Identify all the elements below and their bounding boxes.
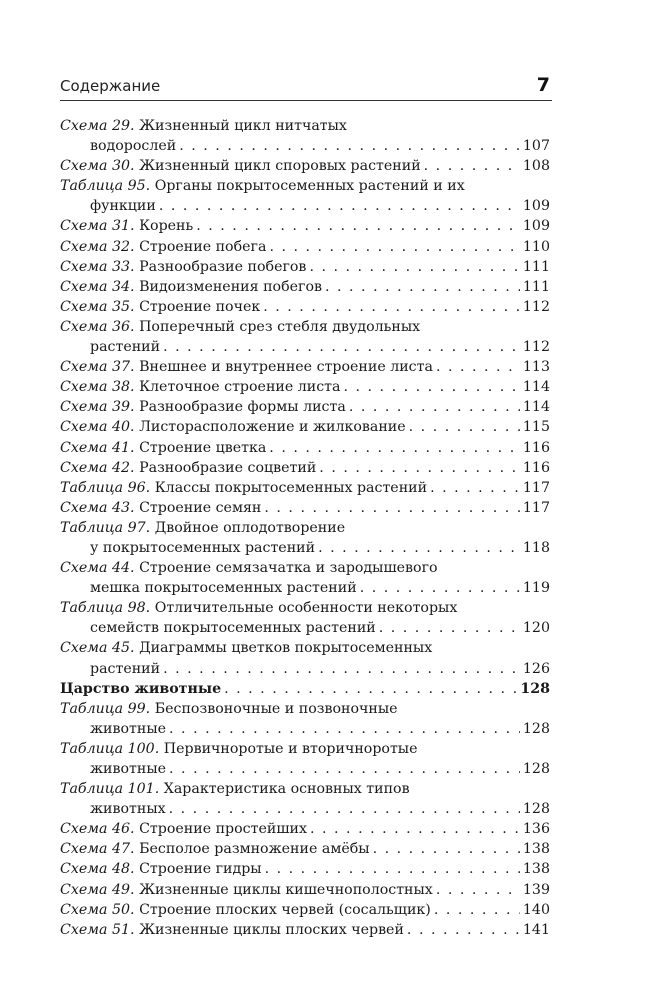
toc-entry [60, 176, 550, 216]
toc-line [60, 297, 550, 317]
dot-leader [163, 337, 520, 357]
dot-leader [407, 920, 520, 940]
dot-leader [169, 799, 520, 819]
toc-entry-title: Разнообразие формы листа [139, 399, 346, 416]
toc-entry-text [60, 118, 347, 134]
toc-line [60, 458, 550, 478]
toc-line [60, 618, 550, 638]
toc-entry-text [60, 560, 438, 576]
toc-entry-title: Корень [139, 218, 194, 235]
toc-line [60, 699, 550, 719]
dot-leader [264, 498, 520, 518]
toc-entry-label: Схема 34. [60, 278, 135, 295]
toc-page-number: 141 [522, 921, 550, 938]
toc-line [60, 578, 550, 598]
toc-page-number: 128 [522, 801, 550, 818]
toc-entry [60, 277, 550, 297]
toc-page-number: 112 [522, 339, 550, 356]
toc-line [60, 659, 550, 679]
toc-entry-title: Отличительные особенности некоторых [154, 600, 458, 617]
toc-page-number: 114 [522, 379, 550, 396]
toc-entry-title: Классы покрытосеменных растений [154, 479, 428, 496]
dot-leader [318, 538, 520, 558]
toc-entry-text [60, 397, 346, 417]
toc-entry [60, 156, 550, 176]
toc-line [60, 759, 550, 779]
toc-entry-title: Царство животные [60, 680, 222, 697]
toc-entry [60, 839, 550, 859]
toc-entry-title: Жизненный цикл споровых растений [139, 158, 421, 175]
toc-entry-title: Диаграммы цветков покрытосеменных [139, 640, 433, 657]
toc-entry-title: животные [90, 761, 167, 777]
running-header [60, 74, 552, 101]
toc-entry-text [60, 417, 406, 437]
toc-entry [60, 679, 550, 699]
toc-entry-label: Таблица 98. [60, 600, 151, 617]
toc-page-number: 138 [522, 861, 550, 878]
toc-entry-title: растений [90, 660, 161, 677]
toc-line [60, 679, 550, 699]
toc-entry-label: Таблица 99. [60, 700, 151, 717]
toc-entry [60, 699, 550, 739]
toc-line [60, 819, 550, 839]
toc-entry-text [60, 741, 418, 757]
toc-page-number: 111 [522, 278, 550, 295]
toc-entry-title: Беспозвоночные и позвоночные [154, 700, 398, 717]
toc-page-number: 139 [522, 881, 550, 898]
toc-entry-text [60, 640, 432, 656]
toc-entry-title: водорослей [90, 138, 177, 155]
toc-entry-text [90, 618, 376, 638]
toc-entry-text [90, 799, 166, 819]
toc-page-number: 115 [522, 419, 550, 436]
toc-line [60, 357, 550, 377]
toc-page-number: 114 [522, 399, 550, 416]
dot-leader [343, 377, 519, 397]
toc-line [60, 377, 550, 397]
page-number: 7 [536, 74, 550, 96]
dot-leader [169, 719, 520, 739]
dot-leader [379, 618, 520, 638]
toc-entry-text [60, 520, 345, 536]
toc-entry-title: семейств покрытосеменных растений [90, 620, 376, 637]
toc-entry-title: Строение простейших [139, 821, 307, 838]
toc-page-number: 108 [522, 158, 550, 175]
toc-entry [60, 859, 550, 879]
toc-entry-title: у покрытосеменных растений [90, 539, 316, 556]
dot-leader [309, 257, 519, 277]
toc-entry-title: Двойное оплодотворение [154, 519, 346, 536]
toc-line [60, 216, 550, 236]
toc-entry-title: Строение плоских червей (сосальщик) [139, 901, 431, 918]
toc-entry-title: Видоизменения побегов [139, 278, 322, 295]
toc-line [60, 237, 550, 257]
toc-line [60, 859, 550, 879]
toc-page-number: 116 [522, 459, 550, 476]
dot-leader [424, 156, 520, 176]
toc-entry-text [90, 659, 160, 679]
toc-page-number: 128 [522, 720, 550, 737]
toc-entry [60, 558, 550, 598]
toc-page-number: 138 [522, 841, 550, 858]
toc-entry-title: Внешнее и внутреннее строение листа [139, 359, 433, 376]
toc-entry-title: Строение семязачатка и зародышевого [139, 560, 438, 577]
dot-leader [436, 880, 520, 900]
toc-entry-label: Схема 46. [60, 821, 135, 838]
dot-leader [360, 578, 520, 598]
toc-entry-text [60, 859, 262, 879]
toc-entry-label: Схема 38. [60, 379, 135, 396]
toc-entry-title: Поперечный срез стебля двудольных [139, 318, 421, 335]
toc-page-number: 128 [520, 680, 550, 697]
toc-entry-text [60, 357, 433, 377]
toc-entry [60, 498, 550, 518]
toc-entry-label: Схема 40. [60, 419, 135, 436]
toc-page-number: 117 [522, 499, 550, 516]
toc-entry [60, 397, 550, 417]
dot-leader [269, 438, 520, 458]
toc-entry [60, 317, 550, 357]
toc-entry-label: Таблица 96. [60, 479, 151, 496]
dot-leader [169, 759, 520, 779]
toc-page-number: 109 [522, 218, 550, 235]
toc-entry-label: Схема 45. [60, 640, 135, 657]
dot-leader [163, 659, 520, 679]
toc-entry-label: Таблица 97. [60, 519, 151, 536]
toc-entry-text [60, 880, 433, 900]
toc-entry-text [60, 781, 410, 797]
toc-entry-text [60, 600, 457, 616]
toc-entry [60, 116, 550, 156]
toc-entry [60, 357, 550, 377]
toc-line [60, 839, 550, 859]
dot-leader [409, 417, 520, 437]
toc-entry-text [60, 237, 266, 257]
toc-line [60, 719, 550, 739]
toc-entry-text [60, 498, 261, 518]
toc-entry [60, 257, 550, 277]
toc-entry [60, 377, 550, 397]
toc-entry [60, 478, 550, 498]
toc-page-number: 120 [522, 620, 550, 637]
toc-entry [60, 880, 550, 900]
dot-leader [430, 478, 520, 498]
toc-entry [60, 518, 550, 558]
toc-entry-label: Схема 50. [60, 901, 135, 918]
toc-entry-text [60, 216, 193, 236]
toc-page-number: 112 [522, 298, 550, 315]
toc-line [60, 920, 550, 940]
toc-line [60, 337, 550, 357]
toc-entry [60, 819, 550, 839]
toc-entry-label: Схема 36. [60, 318, 135, 335]
toc-entry-text [90, 196, 156, 216]
toc-line [60, 779, 550, 799]
dot-leader [196, 216, 520, 236]
toc-entry-title: Строение семян [139, 499, 262, 516]
toc-entry-text [60, 478, 427, 498]
toc-entry-title: Разнообразие соцветий [139, 459, 317, 476]
toc-page-number: 107 [522, 138, 550, 155]
toc-entry-label: Схема 32. [60, 238, 135, 255]
toc-line [60, 498, 550, 518]
toc-entry-text [60, 277, 322, 297]
toc-entry-label: Схема 29. [60, 118, 135, 134]
toc-line [60, 317, 550, 337]
toc-entry-title: функции [90, 198, 156, 215]
toc-entry-text [60, 679, 221, 699]
toc-entry-label: Схема 49. [60, 881, 135, 898]
toc-entry [60, 779, 550, 819]
toc-entry-label: Схема 42. [60, 459, 135, 476]
toc-line [60, 176, 550, 196]
toc-entry-text [60, 178, 465, 194]
toc-entry-label: Таблица 100. [60, 740, 160, 757]
toc-line [60, 116, 550, 136]
toc-entry-title: Строение почек [139, 298, 261, 315]
toc-entry-title: Листорасположение и жилкование [139, 419, 406, 436]
toc-line [60, 638, 550, 658]
toc-entry-label: Схема 35. [60, 298, 135, 315]
toc-page-number: 118 [522, 539, 550, 556]
toc-entry-title: Клеточное строение листа [139, 379, 341, 396]
toc-entry-text [60, 438, 266, 458]
toc-entry-label: Схема 44. [60, 560, 135, 577]
toc-entry [60, 438, 550, 458]
toc-line [60, 518, 550, 538]
toc-line [60, 558, 550, 578]
dot-leader [265, 859, 520, 879]
toc-entry-title: животных [90, 801, 166, 818]
toc-entry-text [60, 819, 307, 839]
dot-leader [319, 458, 520, 478]
toc-entry-text [60, 900, 431, 920]
toc-page-number: 117 [522, 479, 550, 496]
toc-entry [60, 297, 550, 317]
toc-entry-title: Органы покрытосеменных растений и их [154, 178, 465, 195]
toc-page-number: 126 [522, 660, 550, 677]
toc-entry-text [90, 578, 357, 598]
dot-leader [263, 297, 520, 317]
toc-entry-text [60, 156, 421, 176]
dot-leader [179, 136, 520, 156]
toc-line [60, 438, 550, 458]
toc-entry [60, 458, 550, 478]
toc-entry-title: Строение гидры [139, 861, 262, 878]
toc-line [60, 598, 550, 618]
toc-entry-label: Схема 47. [60, 841, 135, 858]
toc-entry [60, 920, 550, 940]
toc-entry-title: растений [90, 339, 161, 356]
toc-entry-text [60, 839, 370, 859]
toc-entry-label: Схема 30. [60, 158, 135, 175]
toc-entry [60, 598, 550, 638]
toc-entry [60, 638, 550, 678]
header-title: Содержание [60, 77, 161, 95]
toc-entry-title: Жизненный цикл нитчатых [139, 118, 347, 134]
toc-entry-label: Схема 51. [60, 921, 135, 938]
toc-entry-label: Таблица 101. [60, 781, 160, 798]
toc-page-number: 119 [522, 580, 550, 597]
toc-entry [60, 739, 550, 779]
toc-entry-text [60, 458, 316, 478]
toc-line [60, 880, 550, 900]
toc-line [60, 799, 550, 819]
toc-line [60, 478, 550, 498]
toc-entry-label: Схема 33. [60, 258, 135, 275]
table-of-contents [60, 116, 550, 940]
toc-line [60, 900, 550, 920]
toc-entry-text [90, 719, 166, 739]
toc-entry-title: Бесполое размножение амёбы [139, 841, 370, 858]
toc-page-number: 109 [522, 198, 550, 215]
toc-entry-text [60, 701, 398, 717]
toc-line [60, 257, 550, 277]
toc-page-number: 111 [522, 258, 550, 275]
dot-leader [436, 357, 520, 377]
toc-entry-title: Жизненные циклы плоских червей [139, 921, 404, 938]
dot-leader [224, 679, 517, 699]
toc-entry-text [60, 297, 260, 317]
toc-entry-title: Строение побега [139, 238, 267, 255]
dot-leader [269, 237, 519, 257]
dot-leader [310, 819, 520, 839]
toc-page-number: 113 [522, 359, 550, 376]
toc-entry [60, 237, 550, 257]
toc-entry-text [90, 759, 166, 779]
toc-entry-label: Таблица 95. [60, 178, 151, 195]
toc-line [60, 397, 550, 417]
toc-entry [60, 216, 550, 236]
toc-line [60, 739, 550, 759]
dot-leader [325, 277, 520, 297]
toc-page-number: 110 [522, 238, 550, 255]
toc-entry-label: Схема 41. [60, 439, 135, 456]
toc-entry [60, 417, 550, 437]
dot-leader [434, 900, 520, 920]
toc-entry-label: Схема 43. [60, 499, 135, 516]
toc-entry-text [90, 136, 176, 156]
toc-entry-title: Разнообразие побегов [139, 258, 307, 275]
toc-entry-text [60, 257, 306, 277]
dot-leader [349, 397, 520, 417]
toc-entry-title: Первичноротые и вторичноротые [163, 740, 418, 757]
dot-leader [373, 839, 520, 859]
toc-entry-label: Схема 39. [60, 399, 135, 416]
toc-entry-text [60, 319, 420, 335]
toc-page-number: 116 [522, 439, 550, 456]
toc-line [60, 417, 550, 437]
toc-entry-label: Схема 37. [60, 359, 135, 376]
toc-page-number: 136 [522, 821, 550, 838]
toc-entry-text [90, 538, 315, 558]
toc-page-number: 128 [522, 761, 550, 777]
toc-entry-title: животные [90, 720, 167, 737]
toc-entry-title: Жизненные циклы кишечнополостных [139, 881, 433, 898]
toc-entry-label: Схема 48. [60, 861, 135, 878]
toc-entry-text [60, 920, 404, 940]
toc-line [60, 136, 550, 156]
toc-line [60, 156, 550, 176]
toc-entry-title: Характеристика основных типов [163, 781, 410, 798]
toc-entry-text [90, 337, 160, 357]
toc-line [60, 538, 550, 558]
toc-entry-label: Схема 31. [60, 218, 135, 235]
toc-entry-title: Строение цветка [139, 439, 267, 456]
toc-entry-text [60, 377, 340, 397]
toc-line [60, 277, 550, 297]
toc-line [60, 196, 550, 216]
toc-entry-title: мешка покрытосеменных растений [90, 580, 357, 597]
toc-page-number: 140 [522, 901, 550, 918]
dot-leader [159, 196, 520, 216]
toc-entry [60, 900, 550, 920]
